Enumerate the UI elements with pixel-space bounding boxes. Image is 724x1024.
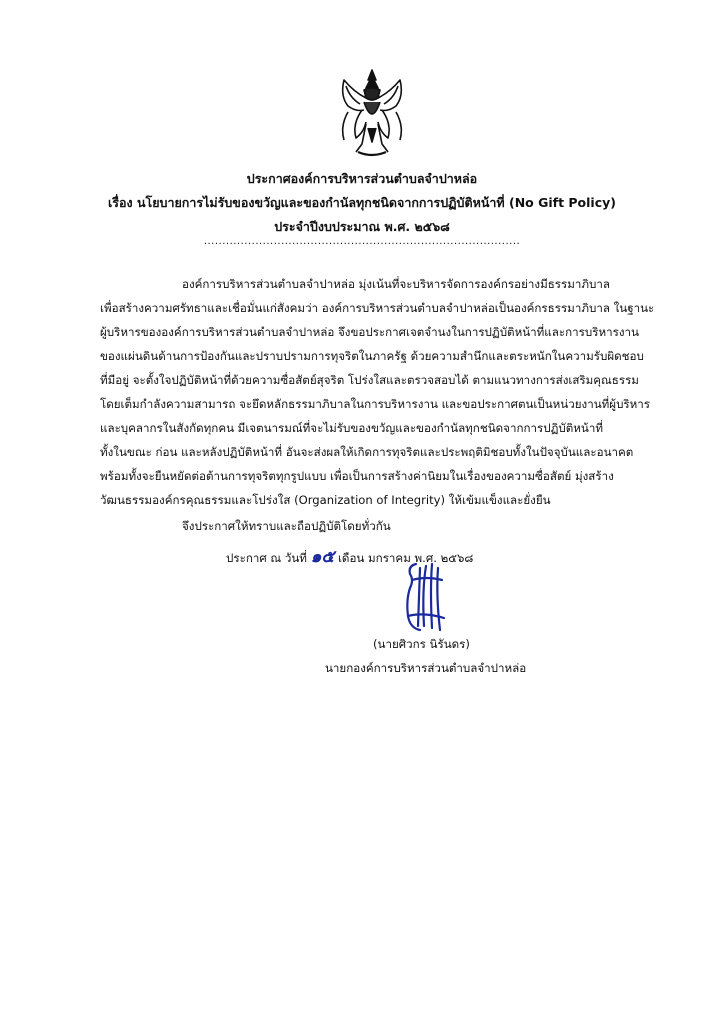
handwritten-signature [402, 560, 448, 638]
dotted-divider: ...................................................................................... [203, 236, 521, 247]
signer-position: นายกองค์การบริหารส่วนตำบลจำปาหล่อ [325, 661, 527, 675]
body-line: วัฒนธรรมองค์กรคุณธรรมและโปร่งใส (Organization of Integrity) ให้เข้มแข็งและยั่งยืน [100, 493, 551, 507]
body-line: ที่มีอยู่ จะตั้งใจปฏิบัติหน้าที่ด้วยความซื่อสัตย์สุจริต โปร่งใสและตรวจสอบได้ ตามแนวทางการส่งเสริมคุณธรรม [100, 373, 639, 387]
announcement-subject: เรื่อง นโยบายการไม่รับของขวัญและของกำนัลทุกชนิดจากการปฏิบัติหน้าที่ (No Gift Policy) [108, 195, 616, 210]
body-line: ของแผ่นดินด้านการป้องกันและปราบปรามการทุจริตในภาครัฐ ด้วยความสำนึกและตระหนักในความรับผิดชอบ [100, 349, 644, 363]
fiscal-year: ประจำปีงบประมาณ พ.ศ. ๒๕๖๘ [274, 219, 450, 234]
announce-month-year: เดือน มกราคม พ.ศ. ๒๕๖๘ [337, 551, 474, 565]
body-line: และบุคลากรในสังกัดทุกคน มีเจตนารมณ์ที่จะไม่รับของขวัญและของกำนัลทุกชนิดจากการปฏิบัติหน้าที่ [100, 421, 603, 435]
garuda-emblem [334, 66, 410, 162]
closing-statement: จึงประกาศให้ทราบและถือปฏิบัติโดยทั่วกัน [182, 519, 391, 533]
body-line: ผู้บริหารขององค์การบริหารส่วนตำบลจำปาหล่อ จึงขอประกาศเจตจำนงในการปฏิบัติหน้าที่และการบริหารงาน [100, 325, 639, 339]
body-line: เพื่อสร้างความศรัทธาและเชื่อมั่นแก่สังคมว่า องค์การบริหารส่วนตำบลจำปาหล่อเป็นองค์กรธรรมาภิบาล ในฐานะ [100, 301, 655, 315]
announcement-title: ประกาศองค์การบริหารส่วนตำบลจำปาหล่อ [246, 171, 478, 186]
announce-day: ๑๕ [310, 547, 335, 567]
body-line: องค์การบริหารส่วนตำบลจำปาหล่อ มุ่งเน้นที่จะบริหารจัดการองค์กรอย่างมีธรรมาภิบาล [182, 277, 611, 291]
body-line: พร้อมทั้งจะยืนหยัดต่อต้านการทุจริตทุกรูปแบบ เพื่อเป็นการสร้างค่านิยมในเรื่องของความซื่อสัตย์ มุ่งสร้าง [100, 469, 614, 483]
body-line: โดยเต็มกำลังความสามารถ จะยึดหลักธรรมาภิบาลในการบริหารงาน และขอประกาศตนเป็นหน่วยงานที่ผู้บริหาร [100, 397, 651, 411]
body-line: ทั้งในขณะ ก่อน และหลังปฏิบัติหน้าที่ อันจะส่งผลให้เกิดการทุจริตและประพฤติมิชอบทั้งในปัจจุบันและอนาคต [100, 445, 634, 459]
signer-name: (นายศิวกร นิรันดร) [373, 637, 470, 651]
announce-prefix: ประกาศ ณ วันที่ [226, 551, 307, 565]
